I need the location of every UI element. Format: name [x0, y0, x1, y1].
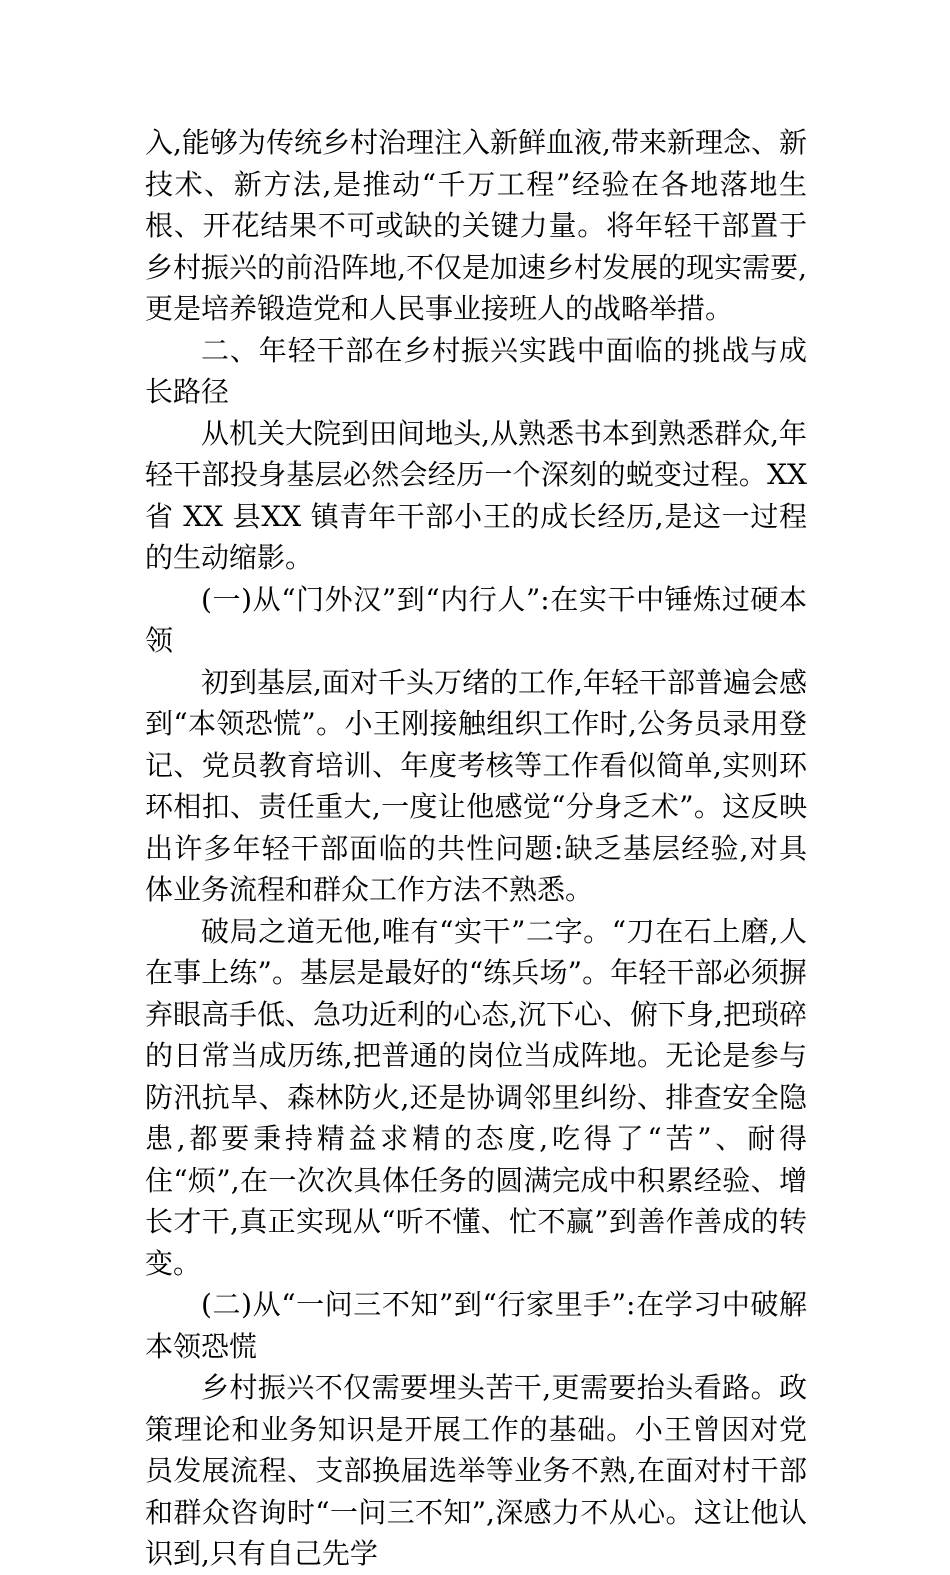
document-body	[145, 122, 807, 1575]
paragraph-continuation: 入,能够为传统乡村治理注入新鲜血液,带来新理念、新技术、新方法,是推动“千万工程”经验在各地落地生根、开花结果不可或缺的关键力量。将年轻干部置于乡村振兴的前沿阵地,不仅是加速乡村发展的现实需要,更是培养锻造党和人民事业接班人的战略举措。	[145, 126, 807, 325]
section-heading: 二、年轻干部在乡村振兴实践中面临的挑战与成长路径	[145, 333, 807, 408]
subsection-heading: (二)从“一问三不知”到“行家里手”:在学习中破解本领恐慌	[145, 1288, 807, 1363]
paragraph: 从机关大院到田间地头,从熟悉书本到熟悉群众,年轻干部投身基层必然会经历一个深刻的蜕变过程。XX 省 XX 县XX 镇青年干部小王的成长经历,是这一过程的生动缩影。	[145, 416, 807, 574]
paragraph: 初到基层,面对千头万绪的工作,年轻干部普遍会感到“本领恐慌”。小王刚接触组织工作时,公务员录用登记、党员教育培训、年度考核等工作看似简单,实则环环相扣、责任重大,一度让他感觉“分身乏术”。这反映出许多年轻干部面临的共性问题:缺乏基层经验,对具体业务流程和群众工作方法不熟悉。	[145, 665, 807, 906]
paragraph: 破局之道无他,唯有“实干”二字。“刀在石上磨,人在事上练”。基层是最好的“练兵场”。年轻干部必须摒弃眼高手低、急功近利的心态,沉下心、俯下身,把琐碎的日常当成历练,把普通的岗位当成阵地。无论是参与防汛抗旱、森林防火,还是协调邻里纠纷、排查安全隐患,都要秉持精益求精的态度,吃得了“苦”、耐得住“烦”,在一次次具体任务的圆满完成中积累经验、增长才干,真正实现从“听不懂、忙不赢”到善作善成的转变。	[145, 914, 807, 1280]
paragraph: 乡村振兴不仅需要埋头苦干,更需要抬头看路。政策理论和业务知识是开展工作的基础。小王曾因对党员发展流程、支部换届选举等业务不熟,在面对村干部和群众咨询时“一问三不知”,深感力不从心。这让他认识到,只有自己先学	[145, 1371, 807, 1570]
subsection-heading: (一)从“门外汉”到“内行人”:在实干中锤炼过硬本领	[145, 582, 807, 657]
